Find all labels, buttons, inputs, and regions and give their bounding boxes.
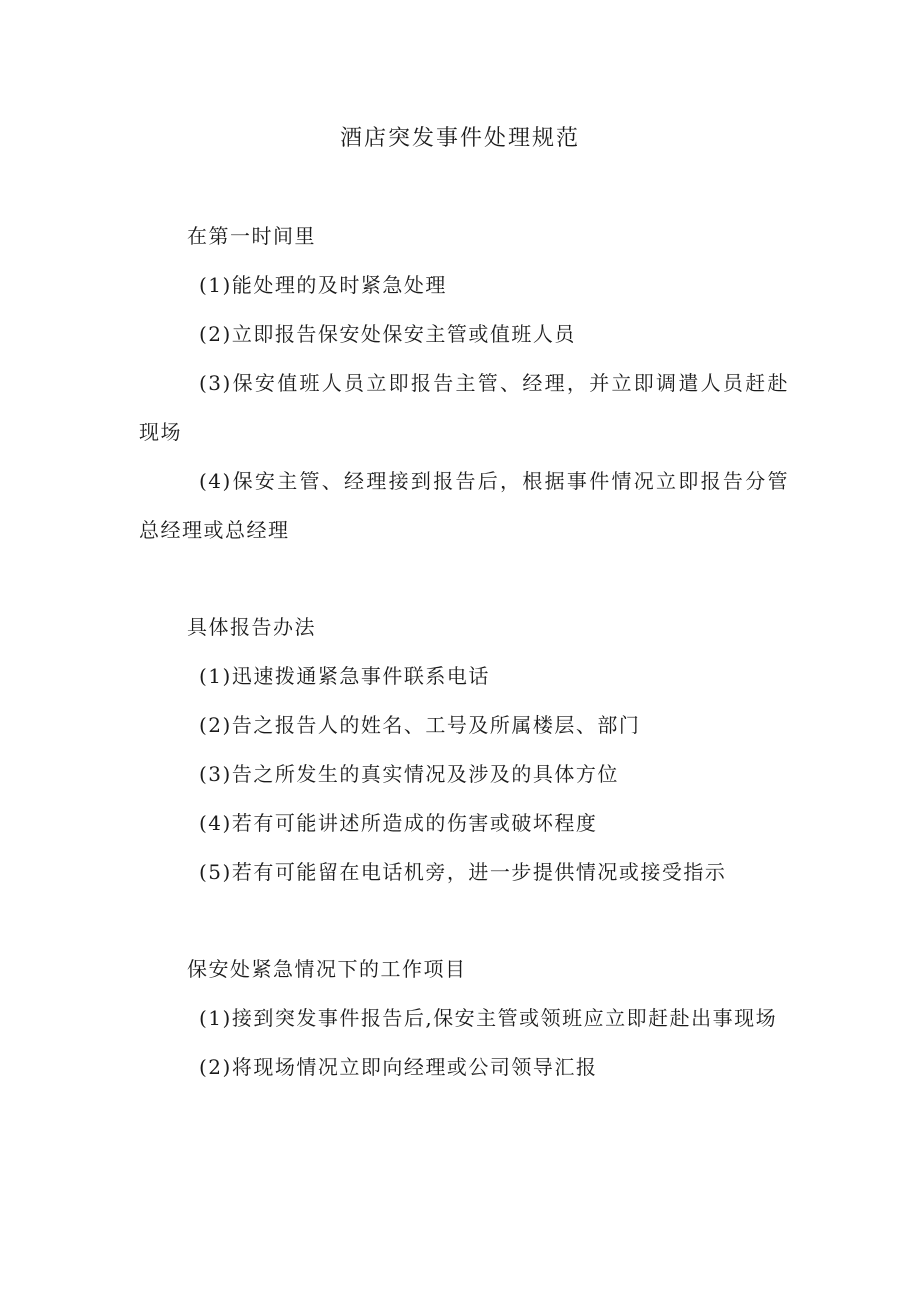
document-body bbox=[139, 212, 789, 1092]
section-heading: 保安处紧急情况下的工作项目 bbox=[187, 957, 467, 981]
list-item: (3)告之所发生的真实情况及涉及的具体方位 bbox=[199, 762, 619, 786]
list-item: (2)立即报告保安处保安主管或值班人员 bbox=[199, 322, 576, 346]
section-heading: 具体报告办法 bbox=[187, 615, 316, 639]
section-report-method bbox=[139, 603, 789, 897]
list-item: (1)迅速拨通紧急事件联系电话 bbox=[199, 664, 490, 688]
list-item: (4)若有可能讲述所造成的伤害或破坏程度 bbox=[199, 811, 598, 835]
list-item: (3)保安值班人员立即报告主管、经理，并立即调遣人员赶赴现场 bbox=[139, 371, 789, 444]
section-security-tasks bbox=[139, 945, 789, 1092]
list-item: (1)接到突发事件报告后,保安主管或领班应立即赶赴出事现场 bbox=[199, 1006, 778, 1030]
section-heading: 在第一时间里 bbox=[187, 224, 316, 248]
list-item: (2)告之报告人的姓名、工号及所属楼层、部门 bbox=[199, 713, 641, 737]
list-item: (5)若有可能留在电话机旁，进一步提供情况或接受指示 bbox=[199, 860, 727, 884]
list-item: (2)将现场情况立即向经理或公司领导汇报 bbox=[199, 1055, 598, 1079]
section-first-response bbox=[139, 212, 789, 555]
document-title: 酒店突发事件处理规范 bbox=[339, 126, 580, 151]
list-item: (1)能处理的及时紧急处理 bbox=[199, 273, 447, 297]
list-item: (4)保安主管、经理接到报告后，根据事件情况立即报告分管总经理或总经理 bbox=[139, 469, 789, 542]
